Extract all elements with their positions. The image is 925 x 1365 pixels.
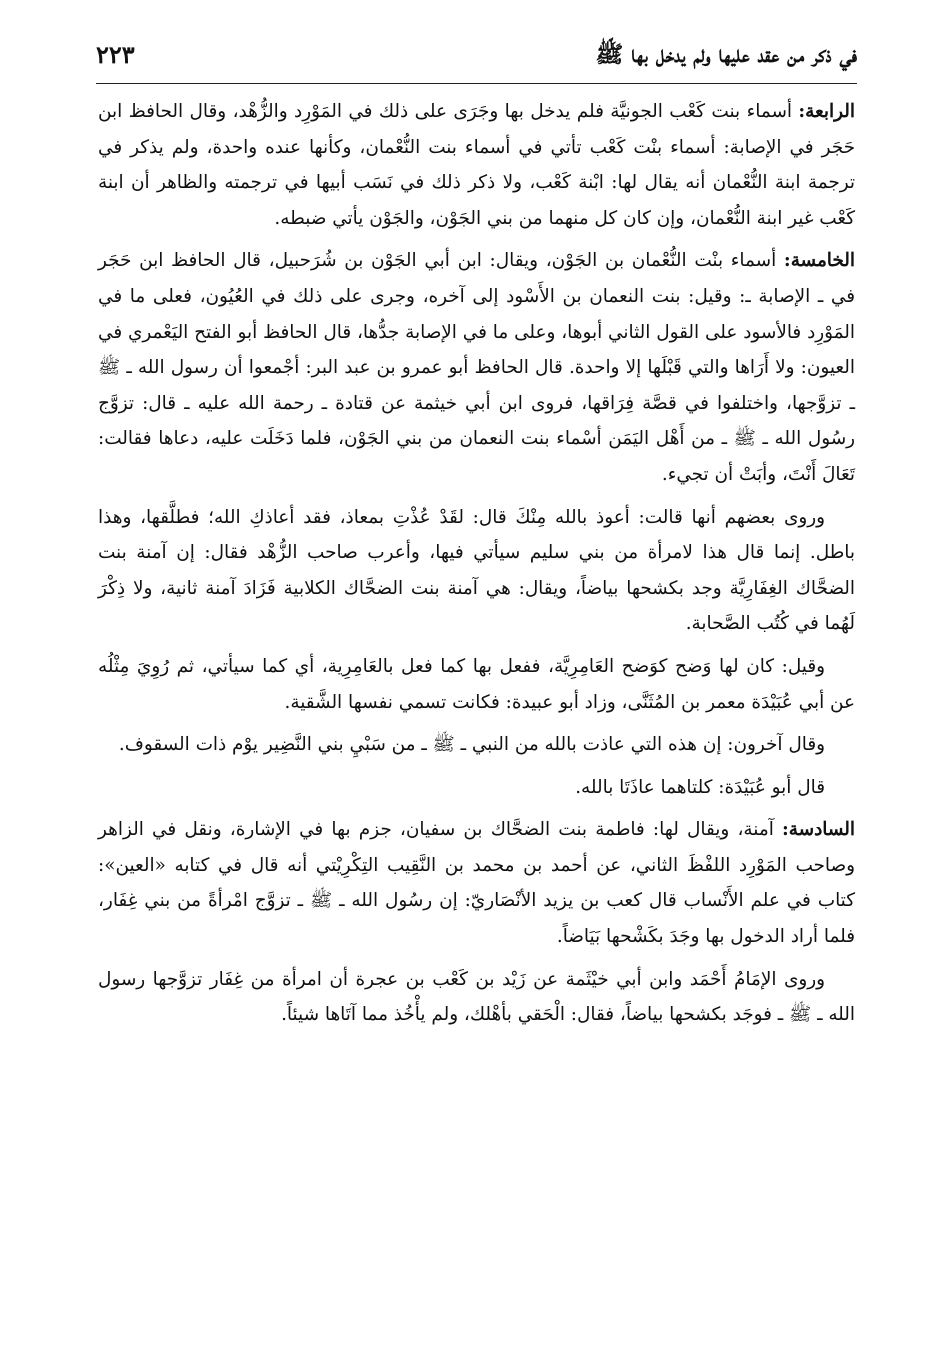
- paragraph: [98, 770, 855, 806]
- paragraph-lead: الرابعة:: [798, 101, 855, 122]
- paragraph-rabia: [98, 94, 855, 236]
- paragraph-text: وقيل: كان لها وَضح كوَضح العَامِرِيَّة، ففعل بها كما فعل بالعَامِرِية، أي كما سيأتي، ثم رُوِيَ مِثْلُه عن أبي عُبَيْدَة معمر بن المُثَنَّى، وزاد أبو عبيدة: فكانت تسمي نفسها الشَّقية.: [98, 655, 855, 713]
- paragraph-text: وروى بعضهم أنها قالت: أعوذ بالله مِنْكَ قال: لقَدْ عُذْتِ بمعاذ، فقد أعاذكِ الله؛ فطلَّقها، وهذا باطل. إنما قال هذا لامرأة من بني سليم سيأتي فيها، وأعرب صاحب الزُّهْد فقال: إن آمنة بنت الضحَّاك الغِفَارِيَّة وجد بكشحها بياضاً، ويقال: هي آمنة بنت الضحَّاك الكلابية فَزَادَ آمنة ثانية، ولا ذِكْرَ لَهُما في كُتُب الصَّحابة.: [98, 506, 855, 635]
- paragraph-lead: الخامسة:: [783, 250, 855, 272]
- paragraph-text: آمنة، ويقال لها: فاطمة بنت الضحَّاك بن سفيان، جزم بها في الإشارة، ونقل في الزاهر وصاحب المَوْرِد اللفْظَ الثاني، عن أحمد بن محمد بن النَّقِيب التِكْرِيْتي أنه قال في كتابه «العين»: كتاب في علم الأَنْساب قال كعب بن يزيد الأنْصَاريّ: إن رسُول الله ـ ﷺ ـ تزوَّج امْرأةً من بني غِفَار، فلما أراد الدخول بها وجَدَ بكَشْحها بَيَاضاً.: [98, 819, 855, 948]
- paragraph-text: أسماء بنْت النُّعْمان بن الجَوْن، ويقال: ابن أبي الجَوْن بن شُرَحبيل، قال الحافظ ابن حَجَر في ـ الإصابة ـ: وقيل: بنت النعمان بن الأَسْود إلى آخره، وجرى على ذلك في العُيُون، فعلى ما في المَوْرِد فالأسود على القول الثاني أبوها، وعلى ما في الإصابة جدُّها، قال الحافظ أبو الفتح اليَعْمري في العيون: ولا أَرَاها والتي قَبْلَها إلا واحدة. قال الحافظ أبو عمرو بن عبد البر: أجْمعوا أن رسول الله ـ ﷺ ـ تزوَّجها، واختلفوا في قصَّة فِرَاقها، فروى ابن أبي خيثمة عن قتادة ـ رحمة الله عليه ـ قال: تزوَّج رسُول الله ـ ﷺ ـ من أَهْل اليَمَن أسْماء بنت النعمان من بني الجَوْن، فلما دَخَلَت عليه، دعاها فقالت: تَعَالَ أَنْتَ، وأبَتْ أن تجيء.: [98, 250, 855, 485]
- page-number: ٢٢٣: [96, 40, 135, 69]
- paragraph: [98, 962, 855, 1033]
- paragraph: [98, 500, 855, 642]
- paragraph: [98, 649, 855, 720]
- paragraph-khamisa: [98, 243, 855, 492]
- page-header: [96, 34, 857, 82]
- main-text: [98, 94, 855, 1040]
- paragraph-lead: السادسة:: [782, 819, 855, 841]
- paragraph: [98, 727, 855, 763]
- running-title: في ذكر من عقد عليها ولم يدخل بها ﷺ: [595, 41, 857, 68]
- paragraph-sadisa: [98, 812, 855, 954]
- paragraph-text: أسماء بنت كَعْب الجونيَّة فلم يدخل بها وجَرَى على ذلك في المَوْرِد والزُّهْد، وقال الحافظ ابن حَجَر في الإصابة: أسماء بنْت كَعْب تأتي في أسماء بنت النُّعْمان، وكأنها عنده واحدة، ولم يذكر في ترجمة ابنة النُّعْمان أنه يقال لها: ابْنة كَعْب، ولا ذكر ذلك في نَسَب أبيها في ترجمته والظاهر أن ابنة كَعْب غير ابنة النُّعْمان، وإن كان كل منهما من بني الجَوْن، والجَوْن يأتي ضبطه.: [98, 101, 855, 229]
- paragraph-text: قال أبو عُبَيْدَة: كلتاهما عاذَتَا بالله.: [575, 776, 825, 798]
- header-divider: [96, 83, 857, 84]
- paragraph-text: وقال آخرون: إن هذه التي عاذت بالله من النبي ـ ﷺ ـ من سَبْيِ بني النَّضِير يوْم ذات السقوف.: [118, 734, 825, 756]
- paragraph-text: وروى الإمَامُ أَحْمَد وابن أبي خيْثَمة عن زَيْد بن كَعْب بن عجرة أن امرأة من غِفَار تزوَّجها رسول الله ـ ﷺ ـ فوجَد بكشحها بياضاً، فقال: الْحَقي بأهْلك، ولم يأْخُذ مما آتَاها شيئاً.: [98, 968, 855, 1026]
